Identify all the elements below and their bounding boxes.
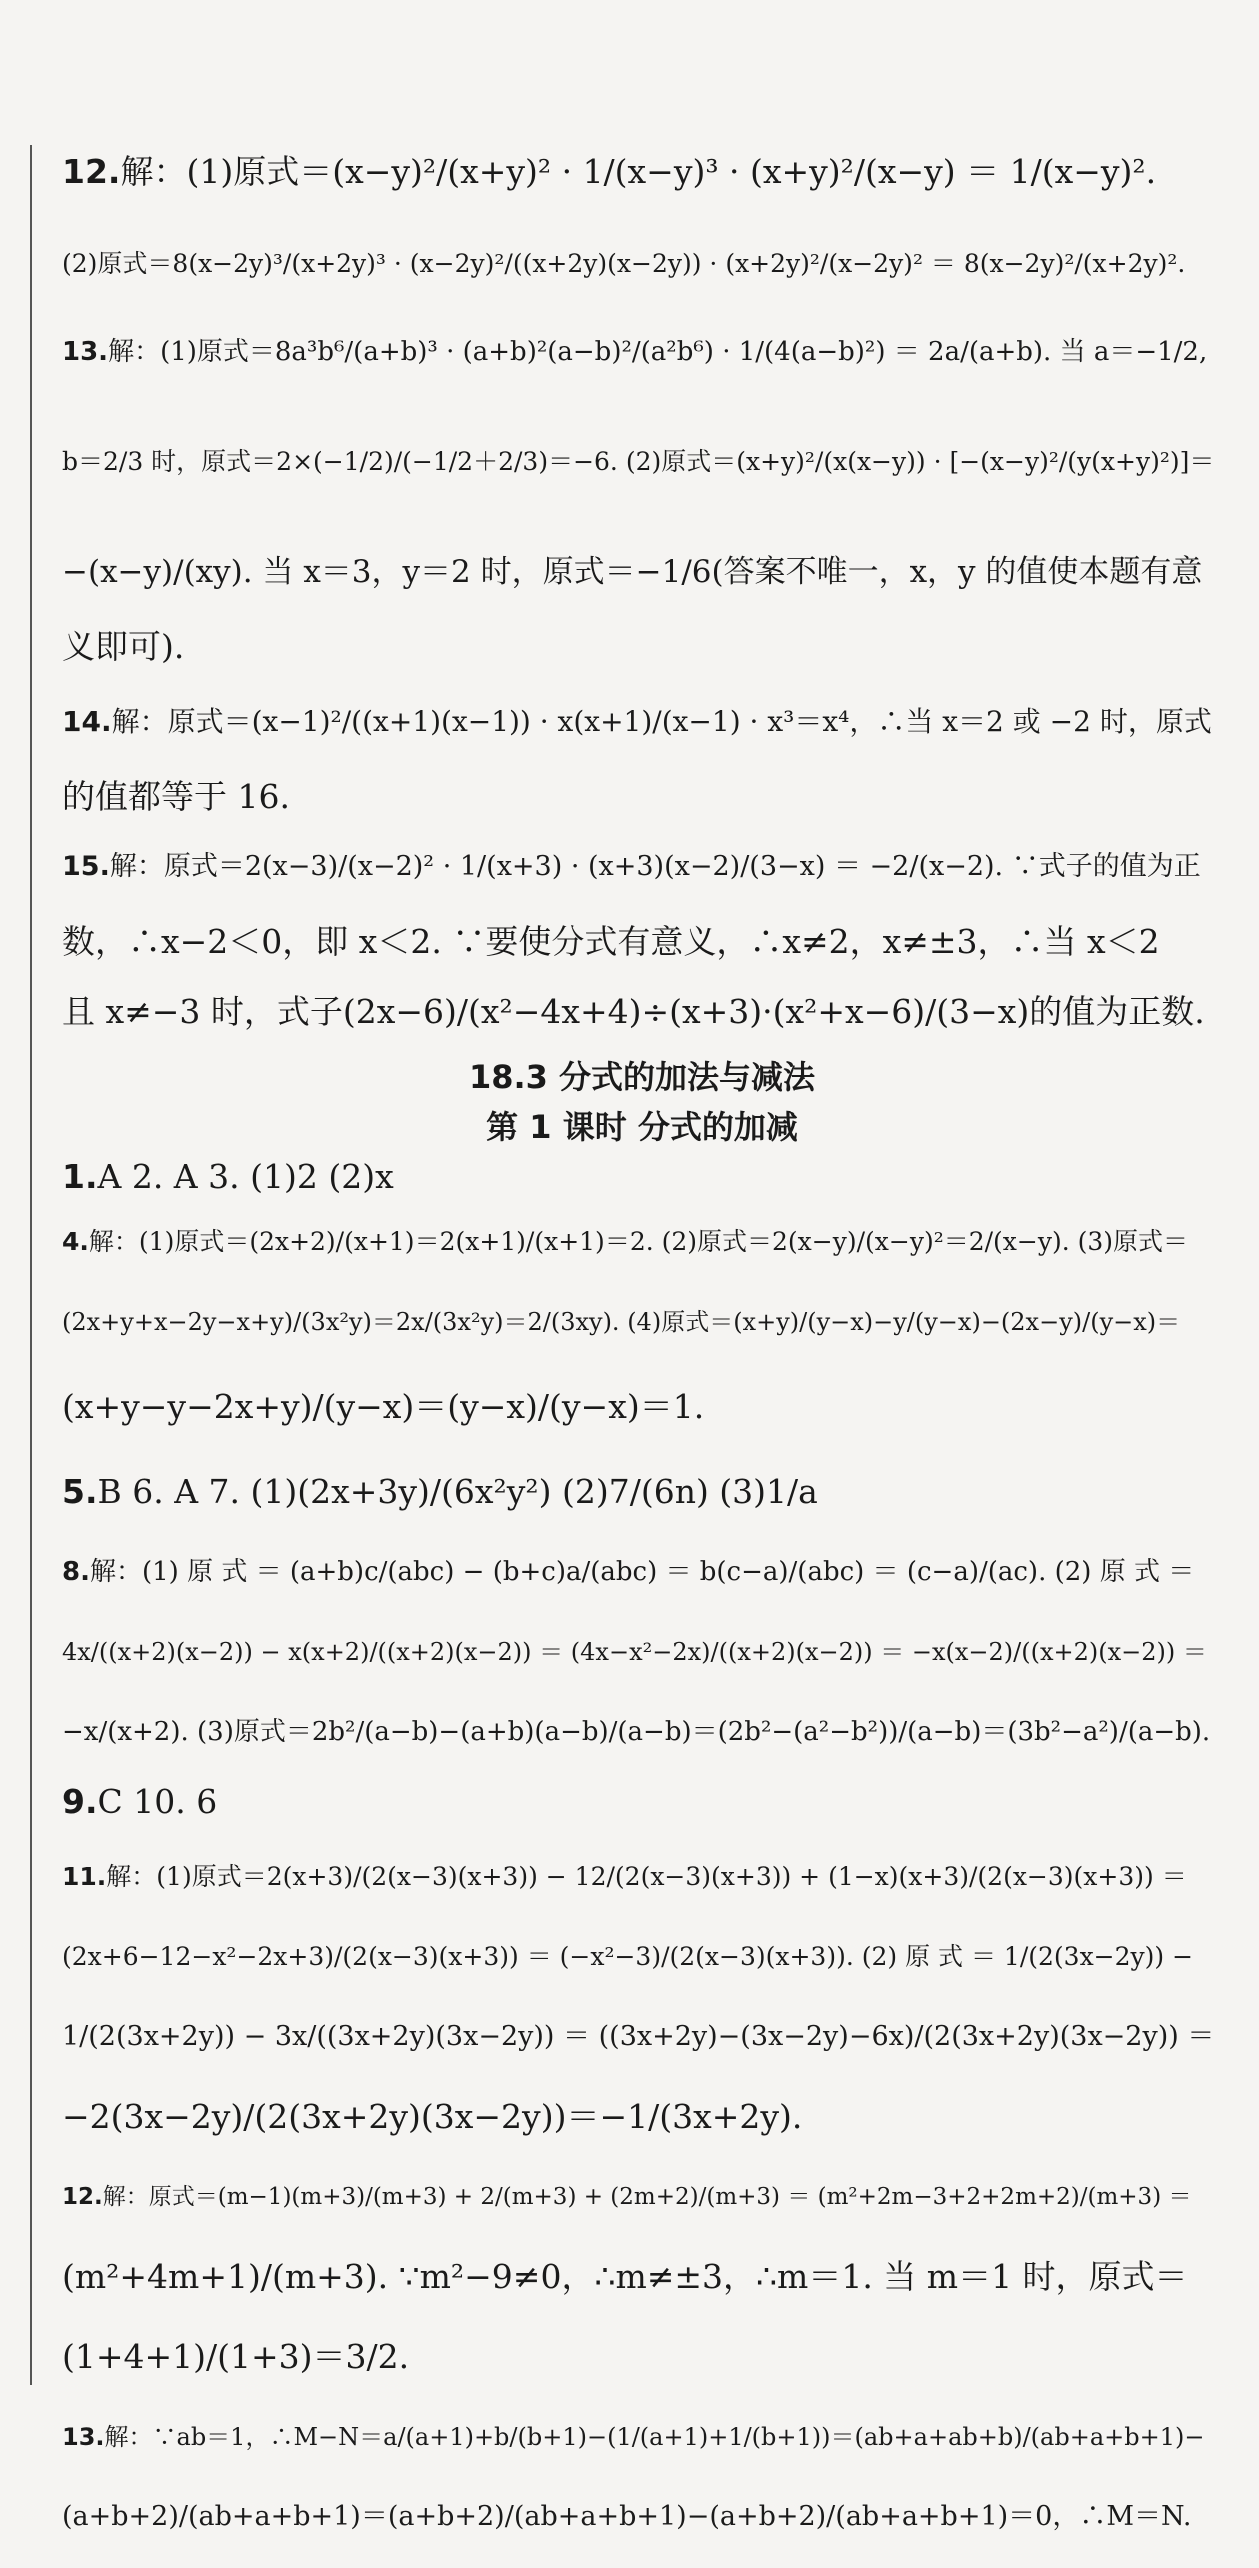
answer-line: (2x+6−12−x²−2x+3)/(2(x−3)(x+3)) ＝ (−x²−3)/(2(x−3)(x+3)). (2) 原 式 ＝ 1/(2(3x−2y)) − [62, 1942, 1194, 1971]
answer-line: 12.解：原式＝(m−1)(m+3)/(m+3) + 2/(m+3) + (2m+2)/(m+3) ＝ (m²+2m−3+2+2m+2)/(m+3) ＝ [62, 2184, 1192, 2210]
answer-line: 且 x≠−3 时，式子(2x−6)/(x²−4x+4)÷(x+3)·(x²+x−6)/(3−x)的值为正数. [62, 992, 1205, 1031]
answer-line: 5.B 6. A 7. (1)(2x+3y)/(6x²y²) (2)7/(6n) (3)1/a [62, 1472, 818, 1511]
answer-line: 义即可). [62, 627, 185, 666]
lesson-title: 第 1 课时 分式的加减 [486, 1108, 798, 1146]
answer-line: 15.解：原式＝2(x−3)/(x−2)² · 1/(x+3) · (x+3)(x−2)/(3−x) ＝ −2/(x−2). ∵式子的值为正 [62, 851, 1201, 882]
answer-line: 12.解：(1)原式＝(x−y)²/(x+y)² · 1/(x−y)³ · (x+y)²/(x−y) ＝ 1/(x−y)². [62, 152, 1157, 191]
answer-line: 8.解：(1) 原 式 ＝ (a+b)c/(abc) − (b+c)a/(abc) ＝ b(c−a)/(abc) ＝ (c−a)/(ac). (2) 原 式 ＝ [62, 1557, 1195, 1587]
answer-line: (a+b+2)/(ab+a+b+1)＝(a+b+2)/(ab+a+b+1)−(a+b+2)/(ab+a+b+1)＝0，∴M＝N. [62, 2501, 1192, 2532]
answer-line: 4.解：(1)原式＝(2x+2)/(x+1)＝2(x+1)/(x+1)＝2. (2)原式＝2(x−y)/(x−y)²＝2/(x−y). (3)原式＝ [62, 1227, 1189, 1256]
answer-line: 13.解：∵ab＝1，∴M−N＝a/(a+1)+b/(b+1)−(1/(a+1)+1/(b+1))＝(ab+a+ab+b)/(ab+a+b+1)− [62, 2423, 1205, 2451]
answer-line: (2)原式＝8(x−2y)³/(x+2y)³ · (x−2y)²/((x+2y)(x−2y)) · (x+2y)²/(x−2y)² ＝ 8(x−2y)²/(x+2y)². [62, 249, 1186, 278]
answer-line: −x/(x+2). (3)原式＝2b²/(a−b)−(a+b)(a−b)/(a−b)＝(2b²−(a²−b²))/(a−b)＝(3b²−a²)/(a−b). [62, 1717, 1211, 1747]
answer-line: (x+y−y−2x+y)/(y−x)＝(y−x)/(y−x)＝1. [62, 1387, 705, 1426]
answer-line: 1.A 2. A 3. (1)2 (2)x [62, 1157, 394, 1196]
answer-line: 13.解：(1)原式＝8a³b⁶/(a+b)³ · (a+b)²(a−b)²/(a²b⁶) · 1/(4(a−b)²) ＝ 2a/(a+b). 当 a＝−1/2, [62, 337, 1208, 367]
answer-line: 11.解：(1)原式＝2(x+3)/(2(x−3)(x+3)) − 12/(2(x−3)(x+3)) + (1−x)(x+3)/(2(x−3)(x+3)) ＝ [62, 1862, 1187, 1891]
answer-line: 4x/((x+2)(x−2)) − x(x+2)/((x+2)(x−2)) ＝ (4x−x²−2x)/((x+2)(x−2)) ＝ −x(x−2)/((x+2)(x−2)) ＝ [62, 1638, 1207, 1666]
answer-line: (2x+y+x−2y−x+y)/(3x²y)＝2x/(3x²y)＝2/(3xy). (4)原式＝(x+y)/(y−x)−y/(y−x)−(2x−y)/(y−x)＝ [62, 1308, 1181, 1336]
answer-line: 数，∴x−2＜0，即 x＜2. ∵要使分式有意义，∴x≠2，x≠±3，∴当 x＜2 [62, 922, 1160, 961]
answer-line: 14.解：原式＝(x−1)²/((x+1)(x−1)) · x(x+1)/(x−1) · x³＝x⁴，∴当 x＝2 或 −2 时，原式 [62, 705, 1212, 738]
answer-line: −2(3x−2y)/(2(3x+2y)(3x−2y))＝−1/(3x+2y). [62, 2097, 803, 2136]
section-title: 18.3 分式的加法与减法 [468, 1058, 816, 1096]
answer-line: −(x−y)/(xy). 当 x＝3，y＝2 时，原式＝−1/6(答案不唯一，x，y 的值使本题有意 [62, 554, 1203, 590]
answer-line: (m²+4m+1)/(m+3). ∵m²−9≠0，∴m≠±3，∴m＝1. 当 m＝1 时，原式＝ [62, 2257, 1188, 2296]
answer-line: b＝2/3 时，原式＝2×(−1/2)/(−1/2＋2/3)＝−6. (2)原式＝(x+y)²/(x(x−y)) · [−(x−y)²/(y(x+y)²)]＝ [62, 447, 1215, 476]
answer-line: (1+4+1)/(1+3)＝3/2. [62, 2337, 410, 2376]
answer-line: 9.C 10. 6 [62, 1782, 218, 1821]
answer-line: 的值都等于 16. [62, 777, 290, 816]
answer-line: 1/(2(3x+2y)) − 3x/((3x+2y)(3x−2y)) ＝ ((3x+2y)−(3x−2y)−6x)/(2(3x+2y)(3x−2y)) ＝ [62, 2021, 1215, 2052]
margin-rule [30, 145, 32, 2385]
